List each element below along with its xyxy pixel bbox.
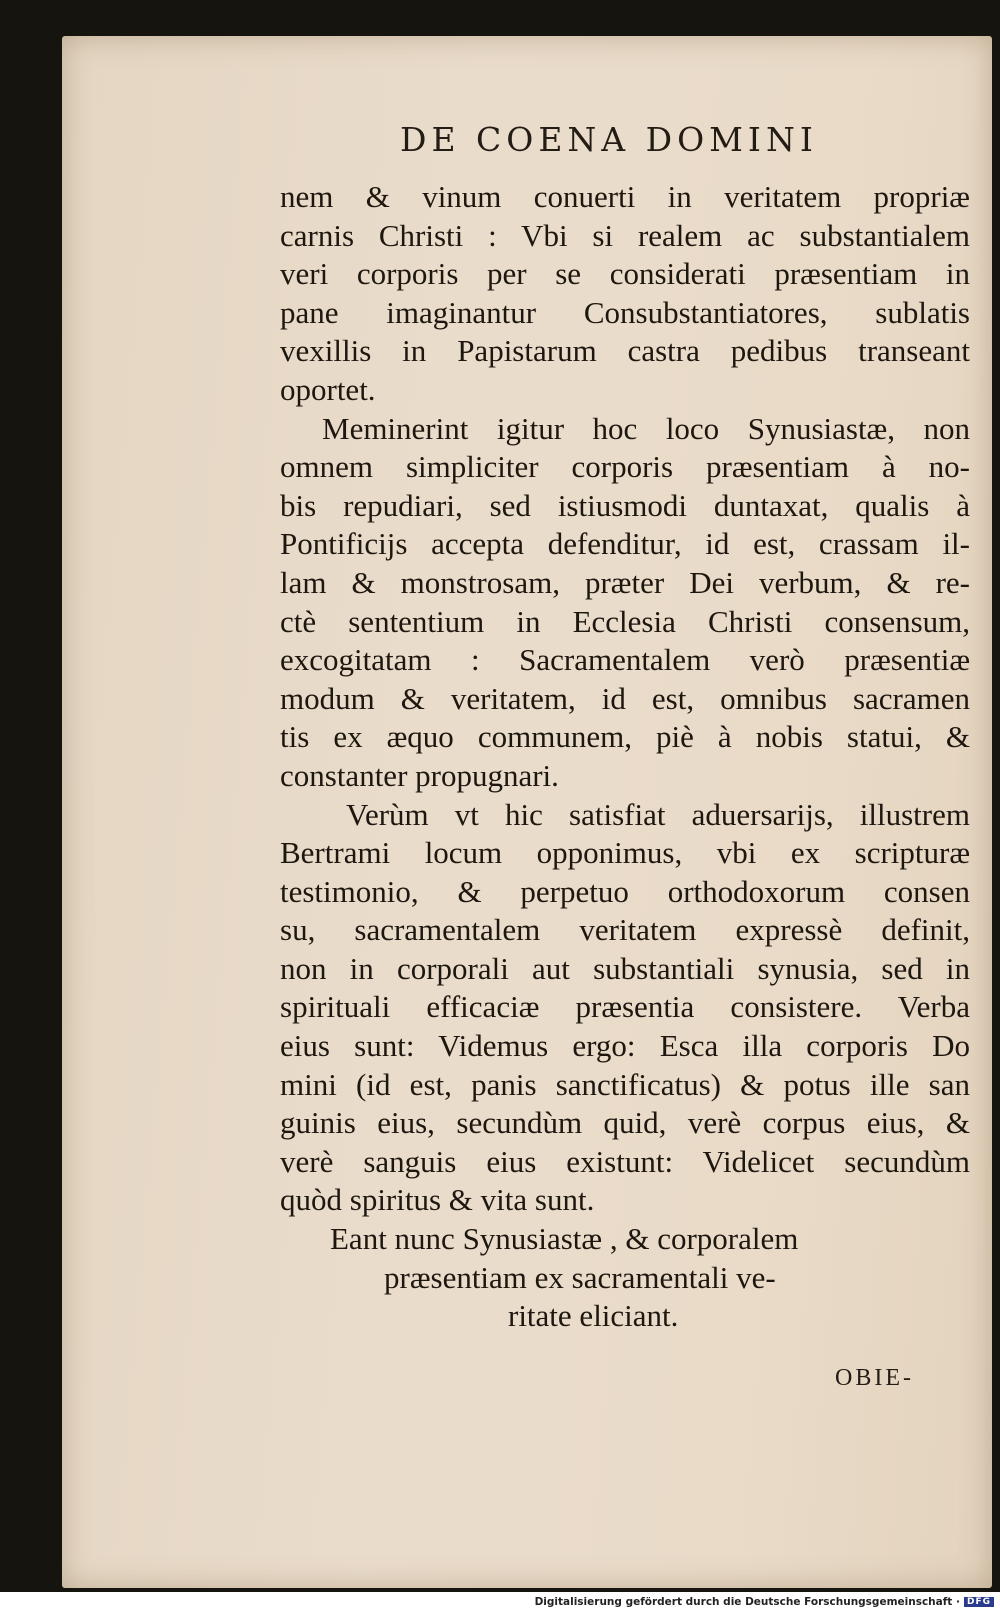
text-line: Meminerint igitur hoc loco Synusiastæ, non [322,410,970,446]
text-line: modum & veritatem, id est, omnibus sacramen [280,680,970,716]
text-line: vexillis in Papistarum castra pedibus transeant [280,333,970,369]
text-line: excogitatam : Sacramentalem verò præsentiæ [280,642,970,678]
credit-text: Digitalisierung gefördert durch die Deutsche Forschungsgemeinschaft · [534,1596,960,1608]
text-line: Verùm vt hic satisfiat aduersarijs, illustrem [346,796,970,832]
text-line: ctè sententium in Ecclesia Christi consensum, [280,603,970,639]
dfg-logo-icon: DFG [964,1597,994,1607]
text-line: testimonio, & perpetuo orthodoxorum consen [280,873,970,909]
text-line: su, sacramentalem veritatem expressè definit, [280,912,970,948]
text-line: Eant nunc Synusiastæ , & corporalem [330,1221,799,1257]
text-line: lam & monstrosam, præter Dei verbum, & re- [280,564,970,600]
text-line: ritate eliciant. [508,1298,679,1334]
text-line: pane imaginantur Consubstantiatores, sublatis [280,294,970,330]
text-line: bis repudiari, sed istiusmodi duntaxat, qualis à [280,487,970,523]
text-line: eius sunt: Videmus ergo: Esca illa corporis Do [280,1028,970,1064]
text-line: Bertrami locum opponimus, vbi ex scripturæ [280,835,970,871]
body-text [280,178,970,1336]
text-line: quòd spiritus & vita sunt. [280,1182,595,1218]
text-line: verè sanguis eius existunt: Videlicet secundùm [280,1143,970,1179]
text-line: tis ex æquo communem, piè à nobis statui, & [280,719,970,755]
text-line: spirituali efficaciæ præsentia consistere. Verba [280,989,970,1025]
catchword: OBIE- [835,1365,914,1391]
text-line: guinis eius, secundùm quid, verè corpus eius, & [280,1105,970,1141]
running-head: DE COENA DOMINI [400,120,818,159]
text-line: oportet. [280,371,376,407]
text-line: non in corporali aut substantiali synusia, sed in [280,950,970,986]
text-line: carnis Christi : Vbi si realem ac substantialem [280,217,970,253]
text-line: mini (id est, panis sanctificatus) & potus ille san [280,1066,970,1102]
text-line: veri corporis per se considerati præsentiam in [280,256,970,292]
text-line: præsentiam ex sacramentali ve- [384,1259,776,1295]
text-line: nem & vinum conuerti in veritatem propriæ [280,179,970,214]
digitization-credit [535,1596,994,1608]
text-line: Pontificijs accepta defenditur, id est, crassam il- [280,526,970,562]
text-line: constanter propugnari. [280,757,559,793]
text-line: omnem simpliciter corporis præsentiam à no- [280,449,970,485]
